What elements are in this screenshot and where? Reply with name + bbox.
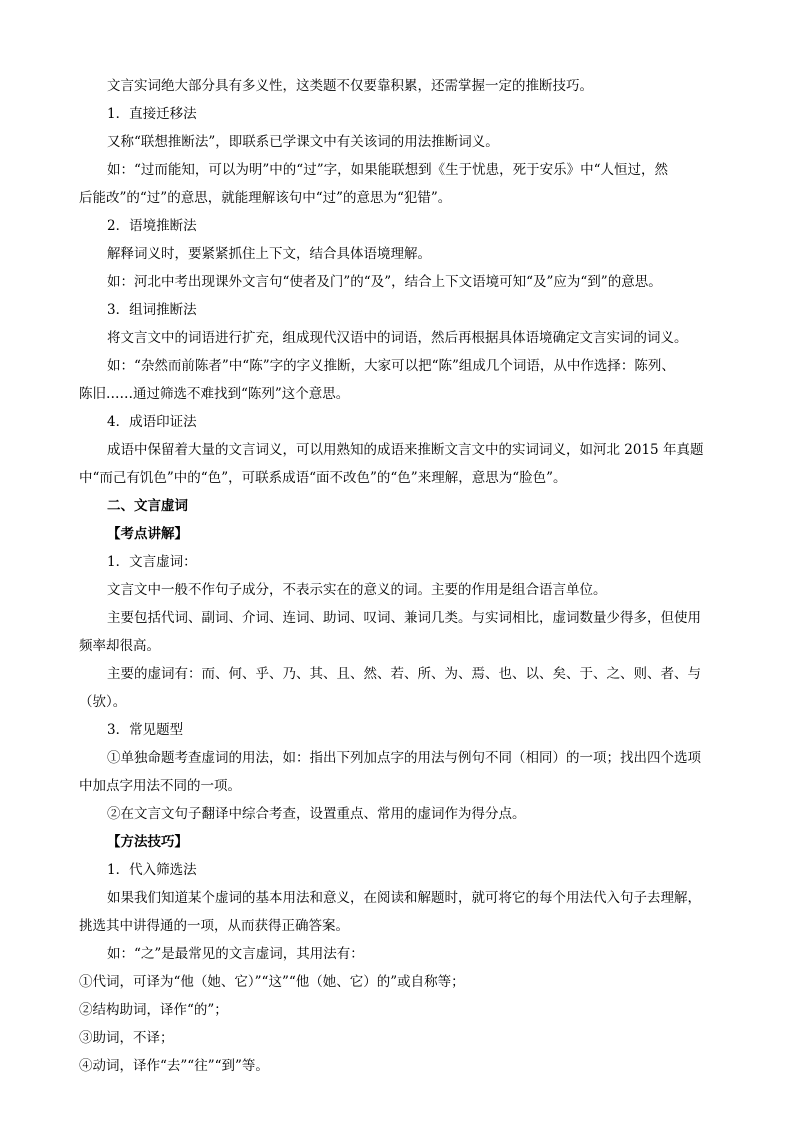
paragraph-intro: 文言实词绝大部分具有多义性，这类题不仅要靠积累，还需掌握一定的推断技巧。: [107, 78, 593, 94]
paragraph-example-ji: 如：河北中考出现课外文言句“使者及门”的“及”，结合上下文语境可知“及”应为“到”的意思。: [107, 274, 662, 290]
list-item-zhi-2: ②结构助词，译作“的”；: [79, 1002, 228, 1018]
paragraph-main-function-words-1: 主要的虚词有：而、何、乎、乃、其、且、然、若、所、为、焉、也、以、矣、于、之、则、者、与: [107, 666, 701, 682]
paragraph-question-type-1a: ①单独命题考查虚词的用法，如：指出下列加点字的用法与例句不同（相同）的一项；找出四个选项: [107, 750, 701, 766]
paragraph-example-guo-2: 后能改”的“过”的意思，就能理解该句中“过”的意思为“犯错”。: [79, 190, 452, 206]
paragraph-example-chen-1: 如：“杂然而前陈者”中“陈”字的字义推断，大家可以把“陈”组成几个词语，从中作选择：陈列、: [107, 358, 675, 374]
paragraph-main-function-words-2: （欤）。: [79, 694, 127, 710]
paragraph-idiom-1: 成语中保留着大量的文言词义，可以用熟知的成语来推断文言文中的实词词义，如河北 2015 年真题: [107, 442, 704, 458]
paragraph-function-words-types-1: 主要包括代词、副词、介词、连词、助词、叹词、兼词几类。与实词相比，虚词数量少得多，但使用: [107, 610, 701, 626]
paragraph-direct-transfer: 又称“联想推断法”，即联系已学课文中有关该词的用法推断词义。: [107, 134, 499, 150]
heading-direct-transfer: 1．直接迁移法: [107, 106, 197, 122]
paragraph-function-words-def: 文言文中一般不作句子成分，不表示实在的意义的词。主要的作用是组合语言单位。: [107, 582, 607, 598]
document-body: [79, 72, 717, 1080]
paragraph-function-words-types-2: 频率却很高。: [79, 638, 160, 654]
list-item-zhi-4: ④动词，译作“去”“往”“到”等。: [79, 1058, 269, 1074]
paragraph-substitution-2: 挑选其中讲得通的一项，从而获得正确答案。: [79, 918, 349, 934]
list-item-zhi-3: ③助词，不译；: [79, 1030, 174, 1046]
paragraph-idiom-2: 中“而己有饥色”中的“色”，可联系成语“面不改色”的“色”来理解，意思为“脸色”。: [79, 470, 567, 486]
heading-idiom-verification: 4．成语印证法: [107, 414, 197, 430]
subheading-key-points: 【考点讲解】: [107, 526, 188, 542]
heading-function-words-def: 1．文言虚词：: [107, 554, 197, 570]
paragraph-zhi-intro: 如：“之”是最常见的文言虚词，其用法有：: [107, 946, 364, 962]
subheading-method-tips: 【方法技巧】: [107, 834, 188, 850]
heading-question-types: 3．常见题型: [107, 722, 184, 738]
heading-word-group-inference: 3．组词推断法: [107, 302, 197, 318]
paragraph-example-chen-2: 陈旧……通过筛选不难找到“陈列”这个意思。: [79, 386, 350, 402]
paragraph-context-inference: 解释词义时，要紧紧抓住上下文，结合具体语境理解。: [107, 246, 431, 262]
list-item-zhi-1: ①代词，可译为“他（她、它）”“这”“他（她、它）的”或自称等；: [79, 974, 465, 990]
paragraph-word-group-inference: 将文言文中的词语进行扩充，组成现代汉语中的词语，然后再根据具体语境确定文言实词的词义。: [107, 330, 688, 346]
paragraph-question-type-2: ②在文言文句子翻译中综合考查，设置重点、常用的虚词作为得分点。: [107, 806, 526, 822]
section-heading-function-words: 二、文言虚词: [107, 498, 188, 514]
paragraph-example-guo-1: 如：“过而能知，可以为明”中的“过”字，如果能联想到《生于忧患，死于安乐》中“人恒过，然: [107, 162, 669, 178]
paragraph-substitution-1: 如果我们知道某个虚词的基本用法和意义，在阅读和解题时，就可将它的每个用法代入句子去理解，: [107, 890, 701, 906]
heading-context-inference: 2．语境推断法: [107, 218, 197, 234]
paragraph-question-type-1b: 中加点字用法不同的一项。: [79, 778, 241, 794]
heading-substitution-method: 1．代入筛选法: [107, 862, 197, 878]
